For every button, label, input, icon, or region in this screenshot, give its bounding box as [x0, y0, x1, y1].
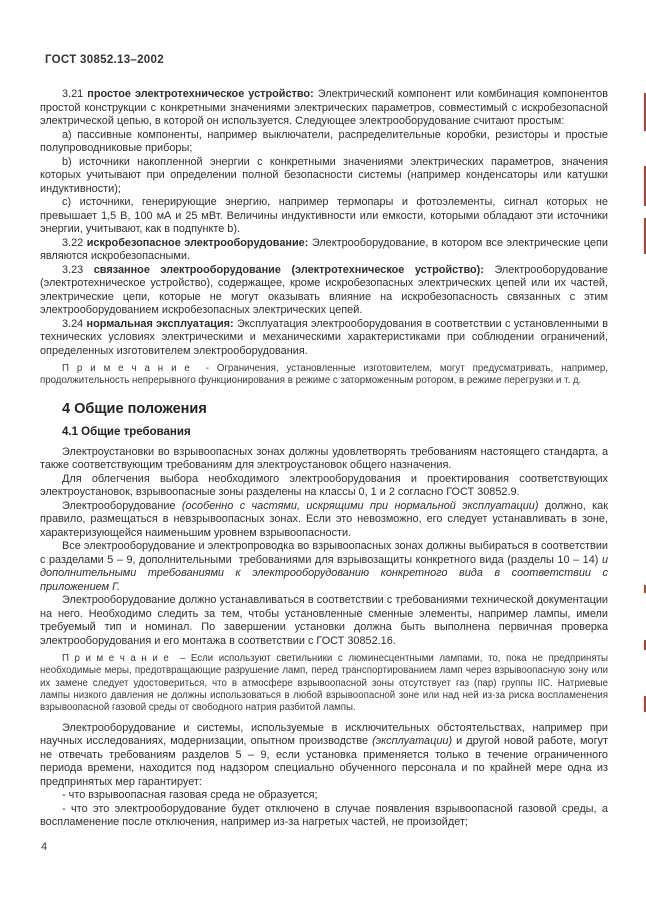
standard-code-header: ГОСТ 30852.13–2002 — [45, 54, 164, 66]
paragraph — [40, 789, 608, 803]
paragraph — [40, 721, 612, 790]
paragraph — [40, 594, 612, 648]
text-run: (особенно с частями, искрящими при нормальной эксплуатации) — [181, 499, 539, 512]
text-run: П р и м е ч а н и е - Ограничения, установленные изготовителем, могут предусматривать, например, продолжительность непрерывного функционирования в режиме с заторможенным ротором, в режиме перегрузки и т. д. — [40, 363, 611, 387]
text-run: связанное электрооборудование (электротехническое устройство): — [93, 263, 484, 276]
paragraph — [40, 363, 611, 388]
text-run: Электрооборудование (электротехническое устройство), содержащее, кроме искробезопасных электрических цепей или их частей, электрические цепи, которые не могут оказывать влияние на искробезопасность связанных с этим электрооборудованием искробезопасных электрических цепей. — [40, 263, 615, 316]
page-number: 4 — [41, 841, 48, 853]
text-run: (эксплуатации) — [372, 735, 453, 748]
section-heading — [40, 401, 608, 417]
text-run: простое электротехническое устройство: — [87, 88, 314, 100]
paragraph — [40, 88, 612, 129]
paragraph — [40, 472, 612, 500]
paragraph — [40, 196, 612, 237]
text-run: должно, как правило, размещаться в невзрывоопасных зонах. Если это невозможно, его следует устанавливать в зоне, характеризующейся наименьшим уровнем взрывоопасности. — [40, 499, 612, 539]
text-run: Электроустановки во взрывоопасных зонах должны удовлетворять требованиям настоящего стандарта, а также соответствующим требованиям для электроустановок общего назначения. — [40, 445, 612, 472]
text-run: - что взрывоопасная газовая среда не образуется; — [62, 789, 318, 802]
text-run: Электрический компонент или комбинация компонентов простой конструкции с конкретными значениями электрических параметров, совместимый с искробезопасной электрической цепью, в которой он используется. Следующее электрооборудование считают простым: — [40, 88, 612, 127]
paragraph — [40, 445, 612, 473]
text-run: нормальная эксплуатация: — [86, 317, 234, 330]
text-run: 3.24 — [62, 317, 87, 330]
text-run: 4.1 Общие требования — [62, 425, 191, 438]
text-run: 3.22 — [62, 236, 87, 249]
document-body — [40, 88, 615, 830]
text-run: и другой новой работе, могут не отвечать требованиям разделов 5 – 9, если установка применяется только в течение ограниченного периода времени, находится под надзором специально обученного персонала и по крайней мере одна из предпринятых мер гарантирует: — [40, 735, 612, 788]
text-run: - что это электрооборудование будет отключено в случае появления взрывоопасной газовой среды, а воспламенение после отключения, например из-за нагретых частей, не произойдет; — [40, 802, 612, 829]
text-run: 3.23 — [62, 263, 94, 276]
paragraph — [40, 263, 615, 318]
paragraph — [40, 317, 612, 359]
text-run: и дополнительными требованиями к электрооборудованию конкретного вида в соответствии с приложением Г. — [40, 553, 612, 593]
text-run: Все электрооборудование и электропроводка во взрывоопасных зонах должны выбираться в соответствии с разделами 5 – 9, дополнительными требованиями для взрывозащиты конкретного вида (разделы 10 – 14) — [40, 540, 612, 566]
text-run: 4 Общие положения — [62, 400, 207, 417]
text-run: искробезопасное электрооборудование: — [86, 236, 309, 249]
paragraph — [40, 653, 611, 714]
text-run: а) пассивные компоненты, например выключатели, распределительные коробки, резисторы и простые полупроводниковые приборы; — [40, 128, 612, 154]
text-run: П р и м е ч а н и е – Если используют светильники с люминесцентными лампами, то, пока не предприняты необходимые меры, предотвращающие разрушение ламп, перед транспортированием ламп через взрывоопасную зону или их замене следует удостовериться, что в атмосфере взрывоопасной зоны отсутствует газ (пар) группы IIС. Натриевые лампы низкого давления не должны использоваться в любой взрывоопасной зоне или над ней из-за риска воспламенения взрывоопасной газовой среды от свободного натрия разбитой лампы. — [40, 653, 611, 714]
text-run: Для облегчения выбора необходимого электрооборудования и проектирования соответствующих электроустановок, взрывоопасные зоны разделены на классы 0, 1 и 2 согласно ГОСТ 30852.9. — [40, 472, 612, 499]
edge-marks — [642, 0, 646, 913]
text-run: 3.21 — [62, 88, 88, 100]
section-heading — [40, 426, 608, 438]
text-run: Электрооборудование должно устанавливаться в соответствии с требованиями технической документации на него. Необходимо следить за тем, чтобы установленные сменные элементы, например лампы, имели требуемый тип и номинал. По завершении установки должна быть выполнена первичная проверка электрооборудования и его монтажа в соответствии с ГОСТ 30852.16. — [40, 594, 612, 647]
text-run: Электрооборудование и системы, используемые в исключительных обстоятельствах, например при научных исследованиях, модернизации, опытном производстве — [40, 721, 612, 748]
paragraph — [40, 540, 612, 594]
paragraph — [40, 128, 612, 156]
text-run: b) источники накопленной энергии с конкретными значениями электрических параметров, значения которых учитывают при определении полной безопасности системы (например конденсаторы или катушки индуктивности); — [40, 155, 612, 195]
paragraph — [40, 499, 612, 541]
text-run: с) источники, генерирующие энергию, например термопары и фотоэлементы, сигнал которых не превышает 1,5 В, 100 мА и 25 мВт. Величины индуктивности или емкости, которыми обладают эти источники энергии, учитывают, как в подпункте b). — [40, 196, 612, 235]
text-run: Электрооборудование — [62, 499, 182, 512]
paragraph — [40, 155, 612, 197]
paragraph — [40, 236, 612, 264]
text-run: Электрооборудование, в котором все электрические цепи являются искробезопасными. — [40, 236, 612, 262]
text-run: Эксплуатация электрооборудования в соответствии с установленными в технических условиях электрическими и механическими характеристиками при соблюдении ограничений, определенных изготовителем электрооборудования. — [40, 317, 612, 357]
paragraph — [40, 802, 612, 830]
